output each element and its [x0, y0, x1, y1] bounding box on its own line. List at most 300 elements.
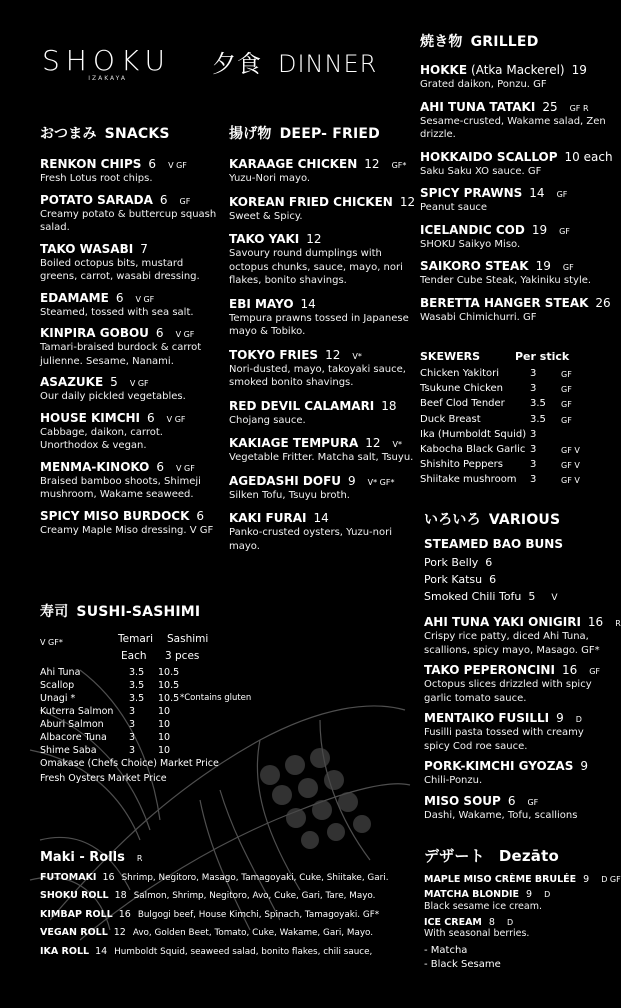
maki-price: 16: [102, 872, 115, 883]
bao-buns-title: STEAMED BAO BUNS: [424, 537, 563, 551]
menu-item-description: Chili-Ponzu.: [424, 775, 483, 786]
menu-item-description: With seasonal berries.: [424, 928, 530, 940]
menu-item-description: Steamed, tossed with sea salt.: [40, 306, 194, 318]
menu-item: [424, 759, 610, 788]
menu-item: [420, 259, 608, 288]
menu-item-description: Tempura prawns tossed in Japanese mayo & Tobiko.: [229, 312, 409, 337]
menu-item-description: Fusilli pasta tossed with creamy spicy Cod roe sauce.: [424, 727, 584, 752]
menu-item-price: 5: [110, 375, 118, 389]
maki-row: [40, 906, 420, 924]
menu-item-tags: V GF: [168, 161, 187, 170]
menu-item-name-line: [420, 149, 613, 165]
menu-item-description: Saku Saku XO sauce. GF: [420, 165, 542, 177]
sushi-temari-price: 3: [129, 706, 136, 717]
skewer-name: Chicken Yakitori: [420, 368, 500, 379]
skewer-tags: GF V: [561, 461, 580, 471]
menu-item-name: POTATO SARADA: [40, 192, 153, 207]
menu-item-description: Octopus slices drizzled with spicy garlic tomato sauce.: [424, 679, 592, 704]
maki-price: 14: [95, 945, 108, 957]
grilled-section: [420, 31, 613, 332]
menu-item-name: BERETTA HANGER STEAK: [420, 295, 589, 310]
menu-item-tags: GF: [556, 190, 568, 199]
menu-item-description: Braised bamboo shoots, Shimeji mushroom, Wakame seaweed.: [40, 475, 201, 500]
menu-item-tags: GF: [562, 263, 574, 272]
grilled-heading-en: GRILLED: [470, 34, 539, 50]
menu-item-price: 12: [365, 436, 381, 450]
menu-item-description: Boiled octopus bits, mustard greens, carrot, wasabi dressing.: [40, 257, 200, 282]
sushi-sashimi-price: 10: [158, 732, 171, 743]
skewer-tags: GF: [561, 370, 572, 379]
menu-item-tags: GF: [527, 797, 539, 807]
menu-item: [420, 223, 608, 252]
menu-item-tags: V GF: [166, 414, 186, 424]
menu-item-price: 12: [325, 347, 341, 362]
menu-item-name: SPICY MISO BURDOCK: [40, 508, 190, 523]
menu-item-description: Fresh Lotus root chips.: [40, 173, 153, 184]
menu-item-name: EBI MAYO: [229, 296, 294, 311]
menu-item-price: 9: [526, 888, 533, 900]
bao-buns-list: [424, 554, 610, 607]
maki-title: Maki - Rolls: [40, 850, 125, 865]
menu-item-name: HOKKE: [420, 63, 468, 77]
menu-item-name-line: [420, 100, 608, 115]
menu-item-description: Vegetable Fritter. Matcha salt, Tsuyu.: [229, 452, 414, 463]
menu-item: [229, 195, 414, 224]
maki-description: Bulgogi beef, House Kimchi, Spinach, Tamagoyaki. GF*: [137, 909, 380, 920]
menu-item-price: 14: [313, 511, 329, 525]
sushi-name: Shime Saba: [40, 745, 97, 756]
menu-item-name-line: [420, 186, 608, 201]
dessert-heading: [424, 845, 610, 866]
omakase-line: Omakase (Chefs Choice) Market Price: [40, 758, 219, 769]
maki-description: Humboldt Squid, seaweed salad, bonito flakes, chili sauce,: [114, 946, 373, 957]
skewer-price: 3: [530, 428, 537, 440]
skewer-name: Tsukune Chicken: [420, 383, 504, 395]
menu-item-name: KAKI FURAI: [229, 511, 307, 525]
menu-item-price: 12: [364, 157, 380, 171]
menu-item-price: 19: [531, 222, 548, 237]
menu-item: [229, 511, 414, 553]
sushi-temari-price: 3: [129, 745, 136, 756]
bao-bun-price: 5: [528, 590, 536, 603]
maki-price: 18: [114, 890, 127, 902]
menu-item: [420, 295, 611, 325]
menu-item-name-line: [40, 193, 220, 208]
menu-item: [40, 326, 220, 368]
logo-text: SHOKU: [42, 44, 171, 77]
menu-item: [420, 100, 608, 142]
menu-item-tags: V GF: [175, 330, 195, 339]
skewer-tags: GF: [561, 415, 572, 425]
menu-item-name: AGEDASHI DOFU: [229, 473, 342, 488]
sushi-name: Kuterra Salmon: [40, 706, 114, 717]
menu-item: [229, 157, 414, 186]
menu-item: [229, 399, 414, 428]
ice-cream-flavor: - Black Sesame: [424, 959, 501, 971]
logo-subtitle: IZAKAYA: [88, 75, 127, 82]
sushi-row: [40, 680, 340, 693]
menu-item-name-line: [40, 291, 220, 306]
menu-item: [229, 436, 414, 465]
menu-item-description: Chojang sauce.: [229, 414, 306, 426]
sushi-sashimi-price: 10.5: [158, 693, 180, 704]
menu-item-name-line: [420, 223, 608, 238]
skewer-price: 3: [530, 383, 537, 395]
sushi-sashimi-price: 10.5: [158, 667, 180, 678]
skewer-row: [420, 383, 608, 398]
menu-item-name-line: [229, 436, 414, 451]
menu-item-name-line: [424, 663, 610, 678]
menu-item-name: AHI TUNA YAKI ONIGIRI: [424, 615, 581, 629]
skewer-price: 3: [530, 459, 537, 471]
sushi-temari-price: 3.5: [129, 667, 145, 678]
maki-row: [40, 887, 420, 905]
menu-item-description: Creamy Maple Miso dressing. V GF: [40, 524, 214, 536]
sushi-sashimi-price: 10: [158, 706, 171, 717]
menu-item-name-line: [229, 232, 414, 247]
sushi-row: [40, 667, 340, 680]
bao-bun-name: Smoked Chili Tofu: [424, 590, 522, 603]
sushi-temari-price: 3.5: [129, 680, 145, 691]
dessert-list: [424, 874, 621, 941]
oysters-line: Fresh Oysters Market Price: [40, 773, 167, 784]
sushi-tags: V GF*: [40, 638, 63, 647]
sushi-sashimi-price: 10.5: [158, 680, 180, 691]
sushi-row: [40, 706, 340, 719]
page-title: [212, 44, 377, 79]
skewer-row: [420, 429, 608, 444]
maki-row: [40, 943, 420, 961]
skewer-row: [420, 414, 608, 429]
menu-item-description: Silken Tofu, Tsuyu broth.: [229, 489, 350, 501]
menu-item-price: 19: [571, 63, 587, 77]
menu-item-name: MATCHA BLONDIE: [424, 888, 520, 900]
maki-name: VEGAN ROLL: [40, 927, 108, 939]
skewer-price: 3.5: [530, 398, 546, 410]
maki-section: [40, 850, 420, 961]
skewer-tags: GF: [561, 400, 572, 410]
menu-item-name-line: [424, 711, 610, 726]
menu-item-name-line: [229, 157, 414, 172]
menu-item-price: 16: [561, 663, 578, 677]
menu-item-name: TOKYO FRIES: [229, 347, 319, 362]
menu-item-name: MISO SOUP: [424, 793, 501, 808]
menu-item-name: MENMA-KINOKO: [40, 459, 150, 474]
bao-bun-row: [424, 588, 610, 607]
menu-item-tags: GF*: [391, 161, 407, 170]
skewer-row: [420, 368, 608, 383]
grilled-heading-jp: 焼き物: [420, 34, 463, 50]
skewer-name: Duck Breast: [420, 413, 481, 425]
menu-item-price: 14: [529, 186, 545, 200]
deep-fried-heading-jp: 揚げ物: [229, 126, 272, 142]
menu-item: [424, 874, 621, 886]
menu-item-description: Sweet & Spicy.: [229, 210, 303, 222]
maki-row: [40, 924, 420, 942]
menu-item: [40, 509, 220, 538]
menu-item: [424, 794, 610, 823]
skewer-price: 3: [530, 474, 537, 486]
menu-item-price: 6: [507, 793, 516, 808]
menu-item-name-extra: (Atka Mackerel): [471, 63, 565, 77]
menu-item-name-line: [420, 259, 608, 274]
dessert-section: [424, 845, 621, 972]
menu-item-name: KINPIRA GOBOU: [40, 326, 149, 340]
menu-item-name-line: [424, 794, 610, 809]
menu-item-name-line: [229, 195, 414, 210]
menu-item-price: 25: [542, 99, 558, 114]
menu-item-description: Panko-crusted oysters, Yuzu-nori mayo.: [229, 527, 392, 552]
various-heading-en: VARIOUS: [488, 512, 561, 528]
menu-item-price: 6: [155, 326, 164, 340]
menu-item-tags: V*: [352, 351, 362, 361]
menu-item-tags: V GF: [176, 463, 195, 473]
menu-item: [229, 297, 414, 339]
menu-item-price: 12: [306, 232, 322, 246]
maki-name: IKA ROLL: [40, 945, 90, 957]
snacks-heading-en: SNACKS: [104, 126, 170, 142]
skewer-tags: GF V: [561, 445, 580, 455]
menu-item-tags: GF: [589, 667, 601, 676]
menu-item-name: SAIKORO STEAK: [420, 259, 529, 273]
skewer-row: [420, 459, 608, 474]
menu-item-price: 9: [556, 711, 564, 725]
menu-item-name-line: [229, 348, 414, 363]
sushi-column-header: [40, 633, 340, 667]
dessert-heading-jp: デザート: [424, 847, 485, 865]
menu-item-name: AHI TUNA TATAKI: [420, 99, 536, 114]
menu-item-name-line: [40, 460, 220, 475]
skewers-title: SKEWERS: [420, 350, 481, 363]
skewer-price: 3.5: [530, 413, 546, 425]
menu-item-name-line: [420, 295, 611, 311]
skewers-section: [420, 350, 608, 490]
menu-item: [40, 157, 220, 186]
various-heading-jp: いろいろ: [424, 512, 481, 528]
menu-item-price: 7: [140, 241, 148, 256]
menu-item-name: TAKO PEPERONCINI: [424, 663, 555, 677]
sushi-col-pieces: 3 pces: [165, 650, 200, 662]
sushi-note: *Contains gluten: [180, 693, 252, 703]
skewer-price: 3: [530, 443, 537, 455]
menu-item-tags: V GF: [129, 379, 149, 388]
skewers-heading: [420, 350, 608, 364]
deep-fried-section: [229, 123, 414, 562]
menu-item-name: KOREAN FRIED CHICKEN: [229, 194, 393, 209]
maki-description: Salmon, Shrimp, Negitoro, Avo, Cuke, Gari, Tare, Mayo.: [133, 891, 376, 902]
menu-item-name-line: [40, 411, 220, 426]
menu-item: [40, 411, 220, 453]
sushi-col-each: Each: [121, 650, 147, 662]
menu-item-price: 6: [148, 157, 157, 171]
menu-item-tags: R: [615, 619, 621, 628]
menu-item-name-line: [40, 326, 220, 341]
sushi-row: [40, 745, 340, 758]
menu-item-name: SPICY PRAWNS: [420, 186, 523, 200]
menu-item-description: Tender Cube Steak, Yakiniku style.: [420, 275, 592, 286]
menu-item-name: HOKKAIDO SCALLOP: [420, 149, 558, 164]
menu-item-tags: D: [544, 889, 551, 899]
sushi-heading: [40, 601, 340, 621]
snacks-section: [40, 123, 220, 544]
menu-item: [424, 663, 610, 705]
menu-item-name: ICELANDIC COD: [420, 222, 525, 237]
skewer-row: [420, 398, 608, 413]
menu-item-name-line: [229, 511, 414, 526]
menu-item-name: ICE CREAM: [424, 916, 482, 928]
menu-item-price: 10 each: [564, 149, 613, 164]
menu-item-description: Peanut sauce: [420, 202, 488, 213]
sushi-name: Aburi Salmon: [40, 719, 104, 730]
snacks-heading: [40, 123, 220, 143]
maki-name: FUTOMAKI: [40, 872, 97, 883]
maki-description: Avo, Golden Beet, Tomato, Cuke, Wakame, Gari, Mayo.: [132, 928, 374, 939]
sushi-name: Ahi Tuna: [40, 667, 81, 678]
menu-item-price: 6: [196, 508, 205, 523]
snacks-heading-jp: おつまみ: [40, 126, 97, 142]
menu-item-name: RED DEVIL CALAMARI: [229, 398, 375, 413]
menu-item-tags: GF R: [569, 103, 589, 113]
menu-item-price: 6: [156, 459, 164, 474]
menu-item-price: 6: [147, 410, 155, 425]
menu-item-name: RENKON CHIPS: [40, 157, 142, 171]
sushi-heading-jp: 寿司: [40, 604, 69, 620]
menu-item-name: TAKO WASABI: [40, 241, 134, 256]
skewer-price: 3: [530, 368, 537, 379]
menu-item-name: HOUSE KIMCHI: [40, 410, 141, 425]
menu-item-description: Yuzu-Nori mayo.: [229, 173, 311, 184]
menu-item-name: TAKO YAKI: [229, 232, 300, 246]
menu-item-price: 16: [587, 615, 604, 629]
dessert-heading-en: Dezāto: [498, 847, 559, 865]
sushi-row: [40, 719, 340, 732]
menu-item-description: Grated daikon, Ponzu. GF: [420, 79, 547, 90]
skewer-name: Beef Clod Tender: [420, 398, 505, 410]
deep-fried-heading-en: DEEP- FRIED: [279, 126, 380, 142]
menu-item-description: Black sesame ice cream.: [424, 900, 542, 912]
menu-item-description: Wasabi Chimichurri. GF: [420, 311, 537, 323]
menu-item-description: Creamy potato & buttercup squash salad.: [40, 208, 217, 233]
skewers-per-stick: Per stick: [515, 350, 570, 363]
menu-item-name-line: [229, 474, 414, 489]
deep-fried-list: [229, 157, 414, 553]
sushi-list: [40, 667, 340, 758]
menu-item: [40, 193, 220, 235]
menu-item-tags: D: [506, 917, 514, 927]
menu-item-name-line: [424, 759, 610, 774]
menu-item-tags: V*: [392, 440, 403, 449]
menu-item-tags: D: [575, 715, 582, 724]
bao-bun-name: Pork Katsu: [424, 573, 483, 586]
ice-cream-flavors: [424, 944, 610, 972]
menu-item-name-line: [420, 63, 608, 78]
menu-item-price: 19: [535, 259, 551, 273]
skewer-tags: GF V: [561, 476, 580, 486]
sushi-heading-en: SUSHI-SASHIMI: [76, 604, 201, 620]
menu-item-name-line: [229, 297, 414, 312]
sushi-name: Scallop: [40, 680, 75, 691]
menu-item: [229, 474, 414, 503]
menu-item-name-line: [424, 615, 621, 630]
menu-item: [424, 615, 621, 657]
menu-item: [40, 242, 220, 284]
various-list: [424, 615, 621, 822]
menu-item: [424, 917, 610, 942]
menu-item-tags: GF: [179, 196, 191, 206]
menu-item-tags: D GF: [601, 875, 621, 884]
skewer-row: [420, 474, 608, 489]
skewers-list: [420, 368, 608, 490]
skewer-name: Shiitake mushroom: [420, 474, 517, 486]
menu-item-name-line: [40, 509, 220, 524]
menu-item-name: PORK-KIMCHI GYOZAS: [424, 759, 574, 773]
sushi-col-sashimi: Sashimi: [167, 633, 209, 645]
menu-item-name: KARAAGE CHICKEN: [229, 157, 358, 171]
menu-item-name-line: [424, 917, 610, 929]
sushi-temari-price: 3: [129, 732, 136, 743]
menu-item-name-line: [40, 157, 220, 172]
menu-item: [40, 291, 220, 320]
maki-name: KIMBAP ROLL: [40, 908, 113, 920]
menu-item-name: ASAZUKE: [40, 375, 104, 389]
maki-description: Shrimp, Negitoro, Masago, Tamagoyaki, Cuke, Shiitake, Gari.: [121, 873, 389, 883]
menu-item: [420, 186, 608, 215]
maki-list: [40, 869, 420, 961]
bao-bun-price: 6: [489, 573, 497, 586]
menu-item-price: 6: [115, 290, 124, 305]
menu-item-name-line: [229, 399, 414, 414]
menu-item: [420, 63, 608, 92]
menu-item-price: 12: [399, 194, 416, 209]
menu-item-price: 6: [159, 192, 168, 207]
menu-item: [229, 232, 414, 288]
maki-name: SHOKU ROLL: [40, 890, 109, 902]
bao-bun-row: [424, 554, 610, 571]
logo: [42, 44, 171, 82]
skewer-name: Shishito Peppers: [420, 459, 504, 471]
grilled-list: [420, 63, 613, 324]
menu-item-price: 9: [348, 473, 356, 488]
skewer-name: Kabocha Black Garlic: [420, 443, 526, 455]
sushi-sashimi-price: 10: [158, 719, 171, 730]
menu-item-name: KAKIAGE TEMPURA: [229, 436, 359, 450]
menu-item-description: Our daily pickled vegetables.: [40, 391, 186, 402]
ice-cream-flavor: - Matcha: [424, 945, 468, 957]
grilled-heading: [420, 31, 608, 51]
sushi-row: [40, 693, 340, 706]
menu-item-tags: V* GF*: [367, 477, 395, 487]
menu-item-description: Nori-dusted, mayo, takoyaki sauce, smoked bonito shavings.: [229, 363, 406, 388]
sushi-col-temari: Temari: [118, 633, 153, 645]
menu-item-name-line: [40, 375, 220, 390]
menu-item-name-line: [424, 874, 621, 886]
skewer-row: [420, 444, 608, 459]
maki-price: 16: [118, 908, 131, 920]
maki-heading: [40, 850, 420, 865]
menu-item-tags: V GF: [135, 294, 155, 304]
page-title-jp: 夕食: [212, 50, 262, 78]
menu-item-description: Savoury round dumplings with octopus chunks, sauce, mayo, nori flakes, bonito shavings.: [229, 248, 403, 286]
various-heading: [424, 509, 610, 529]
menu-item-price: 9: [580, 759, 588, 773]
bao-bun-tags: V: [551, 593, 558, 603]
menu-item: [424, 889, 610, 914]
menu-item-name: EDAMAME: [40, 290, 109, 305]
menu-item: [420, 149, 613, 179]
sushi-name: Albacore Tuna: [40, 732, 107, 743]
menu-item-price: 9: [583, 874, 590, 885]
various-section: [424, 509, 621, 828]
